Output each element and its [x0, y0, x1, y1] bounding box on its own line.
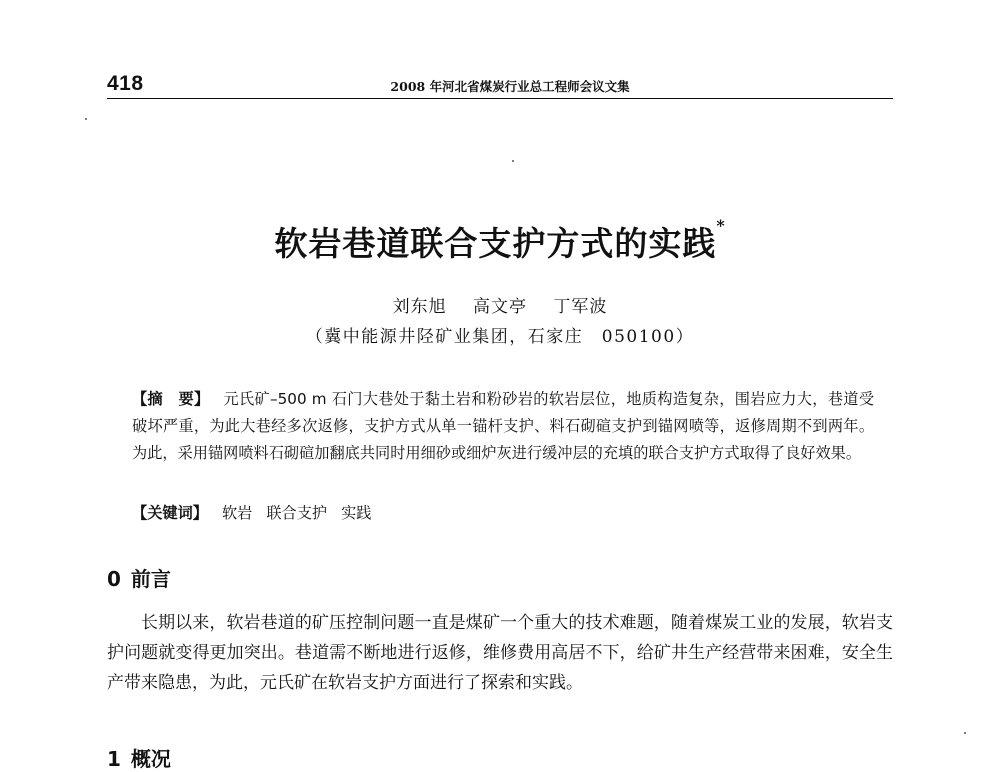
section-number: 1 — [107, 747, 121, 771]
abstract — [132, 386, 874, 467]
keywords — [132, 500, 874, 527]
header-rule — [107, 98, 893, 99]
scan-speck — [964, 732, 966, 734]
author-name: 刘东旭 — [392, 297, 447, 317]
title-footnote-mark: * — [716, 216, 726, 235]
author-affiliation: （冀中能源井陉矿业集团，石家庄 050100） — [305, 327, 695, 347]
abstract-label: 【摘 要】 — [132, 390, 210, 408]
page-number: 418 — [107, 72, 144, 95]
keyword: 联合支护 — [266, 504, 328, 522]
author-name: 高文亭 — [473, 297, 527, 317]
section-heading — [107, 563, 171, 592]
scan-speck — [512, 160, 514, 162]
body-paragraph: 长期以来，软岩巷道的矿压控制问题一直是煤矿一个重大的技术难题，随着煤炭工业的发展，软岩支护问题就变得更加突出。巷道需不断地进行返修，维修费用高居不下，给矿井生产经营带来困难，安全生产带来隐患，为此，元氏矿在软岩支护方面进行了探索和实践。 — [107, 613, 893, 693]
section-number: 0 — [107, 567, 121, 591]
article-title-text: 软岩巷道联合支护方式的实践 — [274, 224, 717, 263]
author-list — [0, 292, 1000, 317]
abstract-text: 元氏矿–500 m 石门大巷处于黏土岩和粉砂岩的软岩层位，地质构造复杂，围岩应力大，巷道受破坏严重，为此大巷经多次返修，支护方式从单一锚杆支护、料石砌碹支护到锚网喷等，返修周期不到两年。为此，采用锚网喷料石砌碹加翻底共同时用细砂或细炉灰进行缓冲层的充填的联合支护方式取得了良好效果。 — [132, 390, 875, 462]
article-title — [0, 218, 1000, 265]
section-title: 概况 — [130, 747, 171, 771]
section-title: 前言 — [130, 567, 171, 591]
keywords-label: 【关键词】 — [132, 504, 208, 522]
keyword: 实践 — [341, 504, 372, 522]
author-name: 丁军波 — [553, 297, 608, 317]
keyword: 软岩 — [221, 504, 253, 522]
scan-speck — [85, 118, 87, 120]
running-header: 2008 年河北省煤炭行业总工程师会议文集 — [390, 79, 630, 94]
section-heading — [107, 743, 171, 772]
